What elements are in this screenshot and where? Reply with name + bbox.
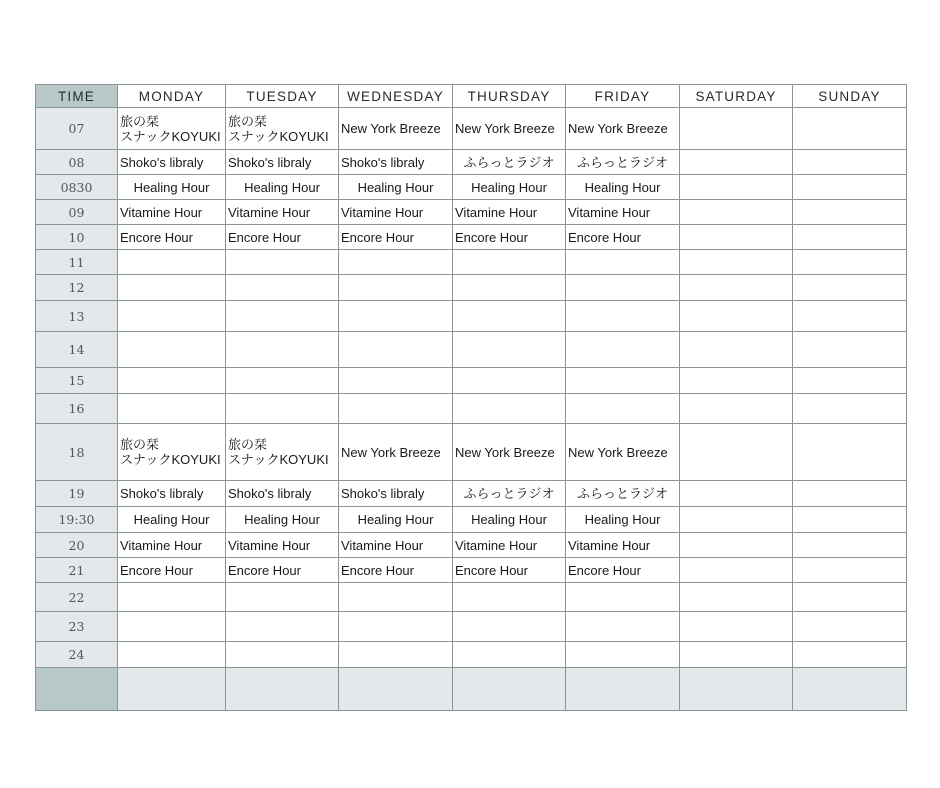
- schedule-cell-saturday: [680, 612, 793, 642]
- table-row: [36, 301, 907, 332]
- program-name: Healing Hour: [357, 179, 434, 195]
- program-name: Vitamine Hour: [228, 204, 311, 220]
- program-name: Healing Hour: [584, 512, 661, 527]
- schedule-cell-tuesday: [226, 332, 339, 368]
- program-name: New York Breeze: [568, 444, 668, 460]
- time-cell: 08: [36, 150, 118, 175]
- program-name: Encore Hour: [455, 562, 528, 578]
- schedule-cell-tuesday: [226, 583, 339, 612]
- schedule-cell-wednesday: [339, 225, 453, 250]
- program-name: Healing Hour: [471, 179, 547, 195]
- header-thursday: THURSDAY: [453, 85, 566, 108]
- schedule-cell-monday: [118, 424, 226, 481]
- schedule-cell-wednesday: [339, 175, 453, 200]
- schedule-cell-friday: [566, 175, 680, 200]
- schedule-cell-monday: [118, 642, 226, 668]
- schedule-cell-saturday: [680, 108, 793, 150]
- schedule-cell-saturday: [680, 507, 793, 533]
- schedule-cell-monday: [118, 394, 226, 424]
- table-row: [36, 394, 907, 424]
- program-name: ふらっとラジオ: [463, 154, 555, 170]
- program-name: Encore Hour: [341, 229, 414, 245]
- schedule-cell-friday: [566, 200, 680, 225]
- schedule-cell-saturday: [680, 394, 793, 424]
- program-name: Vitamine Hour: [120, 204, 203, 220]
- schedule-cell-tuesday: [226, 225, 339, 250]
- table-row: [36, 225, 907, 250]
- program-name: Healing Hour: [133, 179, 210, 195]
- program-name: ふらっとラジオ: [576, 486, 668, 501]
- schedule-cell-wednesday: [339, 668, 453, 711]
- schedule-cell-thursday: [453, 150, 566, 175]
- schedule-cell-sunday: [793, 558, 907, 583]
- time-cell: 07: [36, 108, 118, 150]
- schedule-cell-wednesday: [339, 481, 453, 507]
- time-cell: 0830: [36, 175, 118, 200]
- program-name: Encore Hour: [120, 562, 193, 578]
- schedule-cell-saturday: [680, 481, 793, 507]
- schedule-cell-monday: [118, 200, 226, 225]
- table-row: [36, 150, 907, 175]
- program-name: Shoko's libraly: [120, 154, 204, 170]
- time-cell: 13: [36, 301, 118, 332]
- schedule-cell-saturday: [680, 533, 793, 558]
- schedule-cell-tuesday: [226, 150, 339, 175]
- program-name: New York Breeze: [341, 121, 441, 136]
- table-row: [36, 108, 907, 150]
- table-row: [36, 250, 907, 275]
- schedule-cell-sunday: [793, 533, 907, 558]
- schedule-cell-saturday: [680, 558, 793, 583]
- schedule-cell-wednesday: [339, 332, 453, 368]
- program-name: スナックKOYUKI: [228, 452, 329, 467]
- schedule-cell-tuesday: [226, 200, 339, 225]
- program-name: Healing Hour: [357, 512, 434, 527]
- schedule-cell-sunday: [793, 368, 907, 394]
- table-row: [36, 612, 907, 642]
- program-name: 旅の栞: [120, 437, 160, 452]
- program-name: Encore Hour: [228, 562, 301, 578]
- table-row: [36, 200, 907, 225]
- schedule-cell-thursday: [453, 394, 566, 424]
- program-name: New York Breeze: [455, 121, 555, 136]
- schedule-cell-tuesday: [226, 533, 339, 558]
- schedule-cell-wednesday: [339, 533, 453, 558]
- schedule-cell-tuesday: [226, 642, 339, 668]
- schedule-cell-saturday: [680, 150, 793, 175]
- schedule-cell-tuesday: [226, 175, 339, 200]
- schedule-cell-wednesday: [339, 250, 453, 275]
- time-cell: [36, 668, 118, 711]
- schedule-cell-thursday: [453, 250, 566, 275]
- time-cell: 23: [36, 612, 118, 642]
- schedule-cell-sunday: [793, 301, 907, 332]
- schedule-cell-thursday: [453, 175, 566, 200]
- schedule-cell-monday: [118, 150, 226, 175]
- schedule-cell-tuesday: [226, 424, 339, 481]
- schedule-cell-friday: [566, 668, 680, 711]
- schedule-cell-friday: [566, 533, 680, 558]
- schedule-cell-friday: [566, 368, 680, 394]
- schedule-cell-tuesday: [226, 612, 339, 642]
- program-name: 旅の栞: [120, 113, 160, 129]
- schedule-cell-sunday: [793, 612, 907, 642]
- schedule-cell-saturday: [680, 200, 793, 225]
- program-name: Shoko's libraly: [228, 486, 312, 501]
- program-name: Shoko's libraly: [341, 154, 425, 170]
- schedule-cell-sunday: [793, 583, 907, 612]
- schedule-cell-monday: [118, 481, 226, 507]
- schedule-cell-tuesday: [226, 301, 339, 332]
- program-name: Healing Hour: [244, 179, 320, 195]
- header-saturday: SATURDAY: [680, 85, 793, 108]
- table-row: [36, 507, 907, 533]
- schedule-cell-sunday: [793, 275, 907, 301]
- schedule-cell-friday: [566, 301, 680, 332]
- schedule-cell-thursday: [453, 368, 566, 394]
- header-row: [36, 85, 907, 108]
- program-name: Vitamine Hour: [120, 537, 203, 553]
- program-name: Healing Hour: [584, 179, 661, 195]
- time-cell: 14: [36, 332, 118, 368]
- program-name: スナックKOYUKI: [120, 128, 221, 144]
- schedule-cell-thursday: [453, 583, 566, 612]
- program-name: Encore Hour: [120, 229, 193, 245]
- schedule-cell-monday: [118, 175, 226, 200]
- table-row: [36, 642, 907, 668]
- program-name: Shoko's libraly: [120, 486, 204, 501]
- schedule-cell-tuesday: [226, 558, 339, 583]
- table-row: [36, 424, 907, 481]
- schedule-cell-saturday: [680, 332, 793, 368]
- schedule-cell-monday: [118, 108, 226, 150]
- schedule-cell-thursday: [453, 533, 566, 558]
- schedule-cell-wednesday: [339, 424, 453, 481]
- schedule-cell-friday: [566, 424, 680, 481]
- schedule-cell-thursday: [453, 481, 566, 507]
- schedule-cell-saturday: [680, 368, 793, 394]
- schedule-cell-thursday: [453, 424, 566, 481]
- schedule-cell-saturday: [680, 175, 793, 200]
- program-name: 旅の栞: [228, 113, 268, 129]
- program-name: Encore Hour: [568, 229, 641, 245]
- schedule-cell-monday: [118, 225, 226, 250]
- program-name: Vitamine Hour: [341, 537, 424, 553]
- time-cell: 18: [36, 424, 118, 481]
- schedule-cell-monday: [118, 301, 226, 332]
- weekly-schedule-table: [35, 84, 907, 711]
- time-cell: 12: [36, 275, 118, 301]
- schedule-cell-sunday: [793, 175, 907, 200]
- time-cell: 19:30: [36, 507, 118, 533]
- time-cell: 10: [36, 225, 118, 250]
- schedule-cell-tuesday: [226, 394, 339, 424]
- program-name: スナックKOYUKI: [120, 452, 221, 467]
- schedule-cell-monday: [118, 250, 226, 275]
- time-cell: 22: [36, 583, 118, 612]
- table-row: [36, 175, 907, 200]
- schedule-cell-sunday: [793, 200, 907, 225]
- table-row: [36, 481, 907, 507]
- schedule-cell-sunday: [793, 225, 907, 250]
- schedule-cell-tuesday: [226, 668, 339, 711]
- schedule-cell-sunday: [793, 424, 907, 481]
- table-row: [36, 332, 907, 368]
- schedule-cell-tuesday: [226, 275, 339, 301]
- schedule-cell-friday: [566, 108, 680, 150]
- schedule-cell-tuesday: [226, 507, 339, 533]
- time-cell: 20: [36, 533, 118, 558]
- schedule-cell-friday: [566, 507, 680, 533]
- schedule-cell-sunday: [793, 642, 907, 668]
- schedule-cell-friday: [566, 583, 680, 612]
- schedule-cell-wednesday: [339, 301, 453, 332]
- schedule-cell-thursday: [453, 332, 566, 368]
- schedule-cell-monday: [118, 612, 226, 642]
- schedule-cell-thursday: [453, 507, 566, 533]
- program-name: 旅の栞: [228, 437, 268, 452]
- program-name: Vitamine Hour: [341, 204, 424, 220]
- time-cell: 19: [36, 481, 118, 507]
- program-name: ふらっとラジオ: [576, 154, 668, 170]
- program-name: Shoko's libraly: [341, 486, 425, 501]
- schedule-cell-thursday: [453, 668, 566, 711]
- schedule-cell-saturday: [680, 668, 793, 711]
- schedule-cell-tuesday: [226, 108, 339, 150]
- table-row: [36, 368, 907, 394]
- schedule-cell-wednesday: [339, 368, 453, 394]
- header-tuesday: TUESDAY: [226, 85, 339, 108]
- schedule-cell-wednesday: [339, 642, 453, 668]
- schedule-cell-saturday: [680, 642, 793, 668]
- schedule-cell-wednesday: [339, 394, 453, 424]
- schedule-cell-tuesday: [226, 250, 339, 275]
- program-name: Healing Hour: [471, 512, 547, 527]
- schedule-cell-sunday: [793, 507, 907, 533]
- program-name: New York Breeze: [341, 444, 441, 460]
- schedule-cell-friday: [566, 394, 680, 424]
- time-cell: 15: [36, 368, 118, 394]
- header-friday: FRIDAY: [566, 85, 680, 108]
- schedule-cell-sunday: [793, 108, 907, 150]
- schedule-cell-wednesday: [339, 150, 453, 175]
- header-time: TIME: [36, 85, 118, 108]
- schedule-cell-friday: [566, 481, 680, 507]
- schedule-cell-saturday: [680, 424, 793, 481]
- schedule-cell-wednesday: [339, 558, 453, 583]
- schedule-cell-thursday: [453, 225, 566, 250]
- time-cell: 09: [36, 200, 118, 225]
- program-name: Vitamine Hour: [568, 537, 651, 553]
- header-wednesday: WEDNESDAY: [339, 85, 453, 108]
- program-name: Encore Hour: [455, 229, 528, 245]
- schedule-cell-sunday: [793, 668, 907, 711]
- program-name: Encore Hour: [228, 229, 301, 245]
- schedule-cell-saturday: [680, 225, 793, 250]
- program-name: Vitamine Hour: [228, 537, 311, 553]
- schedule-cell-sunday: [793, 481, 907, 507]
- schedule-cell-thursday: [453, 612, 566, 642]
- time-cell: 21: [36, 558, 118, 583]
- time-cell: 11: [36, 250, 118, 275]
- schedule-cell-sunday: [793, 394, 907, 424]
- schedule-cell-wednesday: [339, 507, 453, 533]
- schedule-cell-friday: [566, 612, 680, 642]
- program-name: Encore Hour: [568, 562, 641, 578]
- time-cell: 16: [36, 394, 118, 424]
- program-name: Healing Hour: [244, 512, 320, 527]
- schedule-cell-thursday: [453, 558, 566, 583]
- schedule-cell-sunday: [793, 150, 907, 175]
- schedule-cell-monday: [118, 668, 226, 711]
- schedule-cell-wednesday: [339, 612, 453, 642]
- schedule-cell-thursday: [453, 301, 566, 332]
- schedule-cell-monday: [118, 507, 226, 533]
- schedule-cell-friday: [566, 558, 680, 583]
- program-name: Shoko's libraly: [228, 154, 312, 170]
- header-monday: MONDAY: [118, 85, 226, 108]
- table-row: [36, 533, 907, 558]
- program-name: New York Breeze: [455, 444, 555, 460]
- schedule-cell-tuesday: [226, 481, 339, 507]
- schedule-cell-wednesday: [339, 108, 453, 150]
- schedule-cell-monday: [118, 332, 226, 368]
- table-row: [36, 558, 907, 583]
- schedule-cell-saturday: [680, 301, 793, 332]
- program-name: スナックKOYUKI: [228, 128, 329, 144]
- program-name: New York Breeze: [568, 121, 668, 136]
- table-row: [36, 275, 907, 301]
- schedule-cell-thursday: [453, 275, 566, 301]
- schedule-cell-tuesday: [226, 368, 339, 394]
- header-sunday: SUNDAY: [793, 85, 907, 108]
- schedule-cell-monday: [118, 558, 226, 583]
- schedule-cell-friday: [566, 642, 680, 668]
- schedule-cell-wednesday: [339, 275, 453, 301]
- schedule-cell-sunday: [793, 332, 907, 368]
- schedule-cell-saturday: [680, 275, 793, 301]
- time-cell: 24: [36, 642, 118, 668]
- schedule-cell-monday: [118, 533, 226, 558]
- program-name: Vitamine Hour: [568, 204, 651, 220]
- schedule-cell-saturday: [680, 583, 793, 612]
- schedule-cell-friday: [566, 150, 680, 175]
- schedule-cell-saturday: [680, 250, 793, 275]
- schedule-cell-friday: [566, 275, 680, 301]
- program-name: Vitamine Hour: [455, 204, 538, 220]
- schedule-cell-thursday: [453, 642, 566, 668]
- program-name: ふらっとラジオ: [463, 486, 555, 501]
- schedule-cell-thursday: [453, 200, 566, 225]
- program-name: Healing Hour: [133, 512, 210, 527]
- table-row: [36, 583, 907, 612]
- schedule-cell-thursday: [453, 108, 566, 150]
- schedule-cell-friday: [566, 225, 680, 250]
- program-name: Encore Hour: [341, 562, 414, 578]
- program-name: Vitamine Hour: [455, 537, 538, 553]
- schedule-cell-friday: [566, 332, 680, 368]
- table-row: [36, 668, 907, 711]
- schedule-cell-monday: [118, 583, 226, 612]
- schedule-cell-wednesday: [339, 583, 453, 612]
- schedule-cell-friday: [566, 250, 680, 275]
- schedule-cell-sunday: [793, 250, 907, 275]
- schedule-cell-wednesday: [339, 200, 453, 225]
- schedule-cell-monday: [118, 368, 226, 394]
- schedule-cell-monday: [118, 275, 226, 301]
